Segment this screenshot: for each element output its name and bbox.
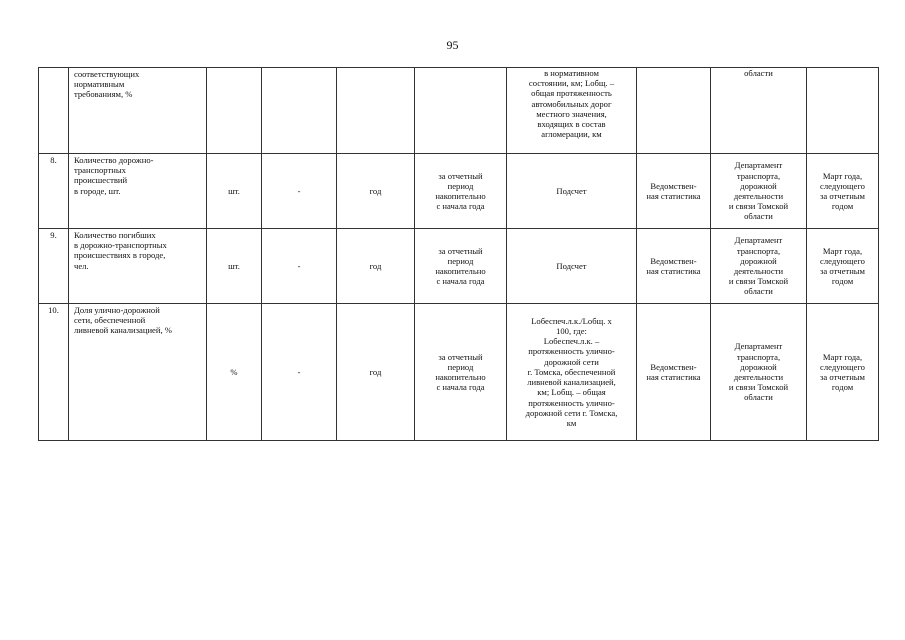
row-number: 10. [39,304,69,441]
table-row [39,229,879,304]
timing-cell: за отчетный период накопительно с начала года [415,154,507,229]
indicator-name: Количество погибших в дорожно-транспортных происшествиях в городе, чел. [69,229,207,304]
periodicity-cell: год [337,154,415,229]
deadline-cell: Март года, следующего за отчетным годом [807,154,879,229]
deadline-cell: Март года, следующего за отчетным годом [807,304,879,441]
indicators-table [38,67,879,441]
unit-cell: % [207,304,262,441]
method-cell: Lобеспеч.л.к./Lобщ. x 100, где: Lобеспеч.л.к. – протяженность улично- дорожной сети г. Томска, обеспеченной ливневой канализацией, км; Lобщ. – общая протяженность улично- дорожной сети г. Томска, км [507,304,637,441]
source-cell: Ведомствен- ная статистика [637,154,711,229]
periodicity-cell: год [337,229,415,304]
base-value-cell: - [262,154,337,229]
row-number [39,68,69,154]
indicator-name: Доля улично-дорожной сети, обеспеченной ливневой канализацией, % [69,304,207,441]
indicator-name: Количество дорожно- транспортных происшествий в городе, шт. [69,154,207,229]
method-cell: в нормативном состоянии, км; Lобщ. – общая протяженность автомобильных дорог местного значения, входящих в состав агломерации, км [507,68,637,154]
deadline-cell: Март года, следующего за отчетным годом [807,229,879,304]
responsible-cell: Департамент транспорта, дорожной деятельности и связи Томской области [711,229,807,304]
responsible-cell: Департамент транспорта, дорожной деятельности и связи Томской области [711,154,807,229]
row-number: 9. [39,229,69,304]
deadline-cell [807,68,879,154]
indicator-name: соответствующих нормативным требованиям, % [69,68,207,154]
row-number: 8. [39,154,69,229]
responsible-cell: области [711,68,807,154]
source-cell: Ведомствен- ная статистика [637,304,711,441]
unit-cell [207,68,262,154]
responsible-cell: Департамент транспорта, дорожной деятельности и связи Томской области [711,304,807,441]
unit-cell: шт. [207,154,262,229]
timing-cell: за отчетный период накопительно с начала года [415,304,507,441]
base-value-cell: - [262,304,337,441]
table-row [39,304,879,441]
table-row [39,68,879,154]
source-cell: Ведомствен- ная статистика [637,229,711,304]
page-number: 95 [446,38,459,52]
base-value-cell: - [262,229,337,304]
table-row [39,154,879,229]
method-cell: Подсчет [507,154,637,229]
timing-cell: за отчетный период накопительно с начала года [415,229,507,304]
timing-cell [415,68,507,154]
method-cell: Подсчет [507,229,637,304]
periodicity-cell: год [337,304,415,441]
periodicity-cell [337,68,415,154]
base-value-cell [262,68,337,154]
unit-cell: шт. [207,229,262,304]
source-cell [637,68,711,154]
